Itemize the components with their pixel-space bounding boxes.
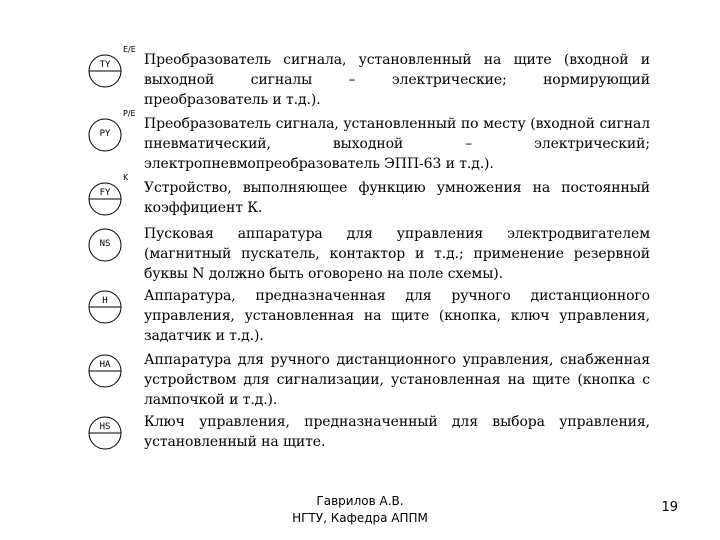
symbol-superscript: E/E: [123, 45, 136, 54]
board-instrument-circle-icon: [88, 354, 140, 390]
field-instrument-circle-icon: [88, 228, 140, 264]
footer-organization: НГТУ, Кафедра АППМ: [292, 511, 428, 525]
symbol-code: HA: [99, 360, 111, 370]
symbol-code: NS: [99, 239, 111, 249]
item-description: Преобразователь сигнала, установленный по месту (входной сигнал пневматический, выходной – электрический; электропневмопреобразователь ЭПП-63 и т.д.).: [144, 116, 650, 172]
item-description: Ключ управления, предназначенный для выбора управления, установленный на щите.: [144, 414, 650, 450]
symbol-code: PY: [99, 129, 111, 139]
slide-footer: [260, 493, 460, 527]
board-instrument-circle-icon: [88, 290, 140, 326]
footer-author: Гаврилов А.В.: [316, 494, 404, 508]
board-instrument-circle-icon: [88, 173, 140, 218]
board-instrument-circle-icon: [88, 416, 140, 452]
symbol-code: TY: [99, 60, 111, 70]
symbol-superscript: P/E: [123, 109, 136, 118]
item-description: Устройство, выполняющее функцию умножения на постоянный коэффициент К.: [144, 180, 650, 216]
field-instrument-circle-icon: [88, 109, 140, 154]
page-number: 19: [661, 500, 678, 515]
item-description: Преобразователь сигнала, установленный на щите (входной и выходной сигналы – электрические; нормирующий преобразователь и т.д.).: [144, 52, 650, 108]
symbol-code: H: [102, 296, 108, 306]
symbol-code: HS: [99, 422, 111, 432]
board-instrument-circle-icon: [88, 45, 140, 90]
symbol-code: FY: [99, 188, 111, 198]
symbol-superscript: K: [123, 173, 129, 182]
item-description: Пусковая аппаратура для управления электродвигателем (магнитный пускатель, контактор и т.д.; применение резервной буквы N должно быть оговорено на поле схемы).: [144, 226, 650, 282]
item-description: Аппаратура для ручного дистанционного управления, снабженная устройством для сигнализации, установленная на щите (кнопка с лампочкой и т.д.).: [144, 352, 650, 408]
item-description: Аппаратура, предназначенная для ручного дистанционного управления, установленная на щите (кнопка, ключ управления, задатчик и т.д.).: [144, 288, 650, 344]
